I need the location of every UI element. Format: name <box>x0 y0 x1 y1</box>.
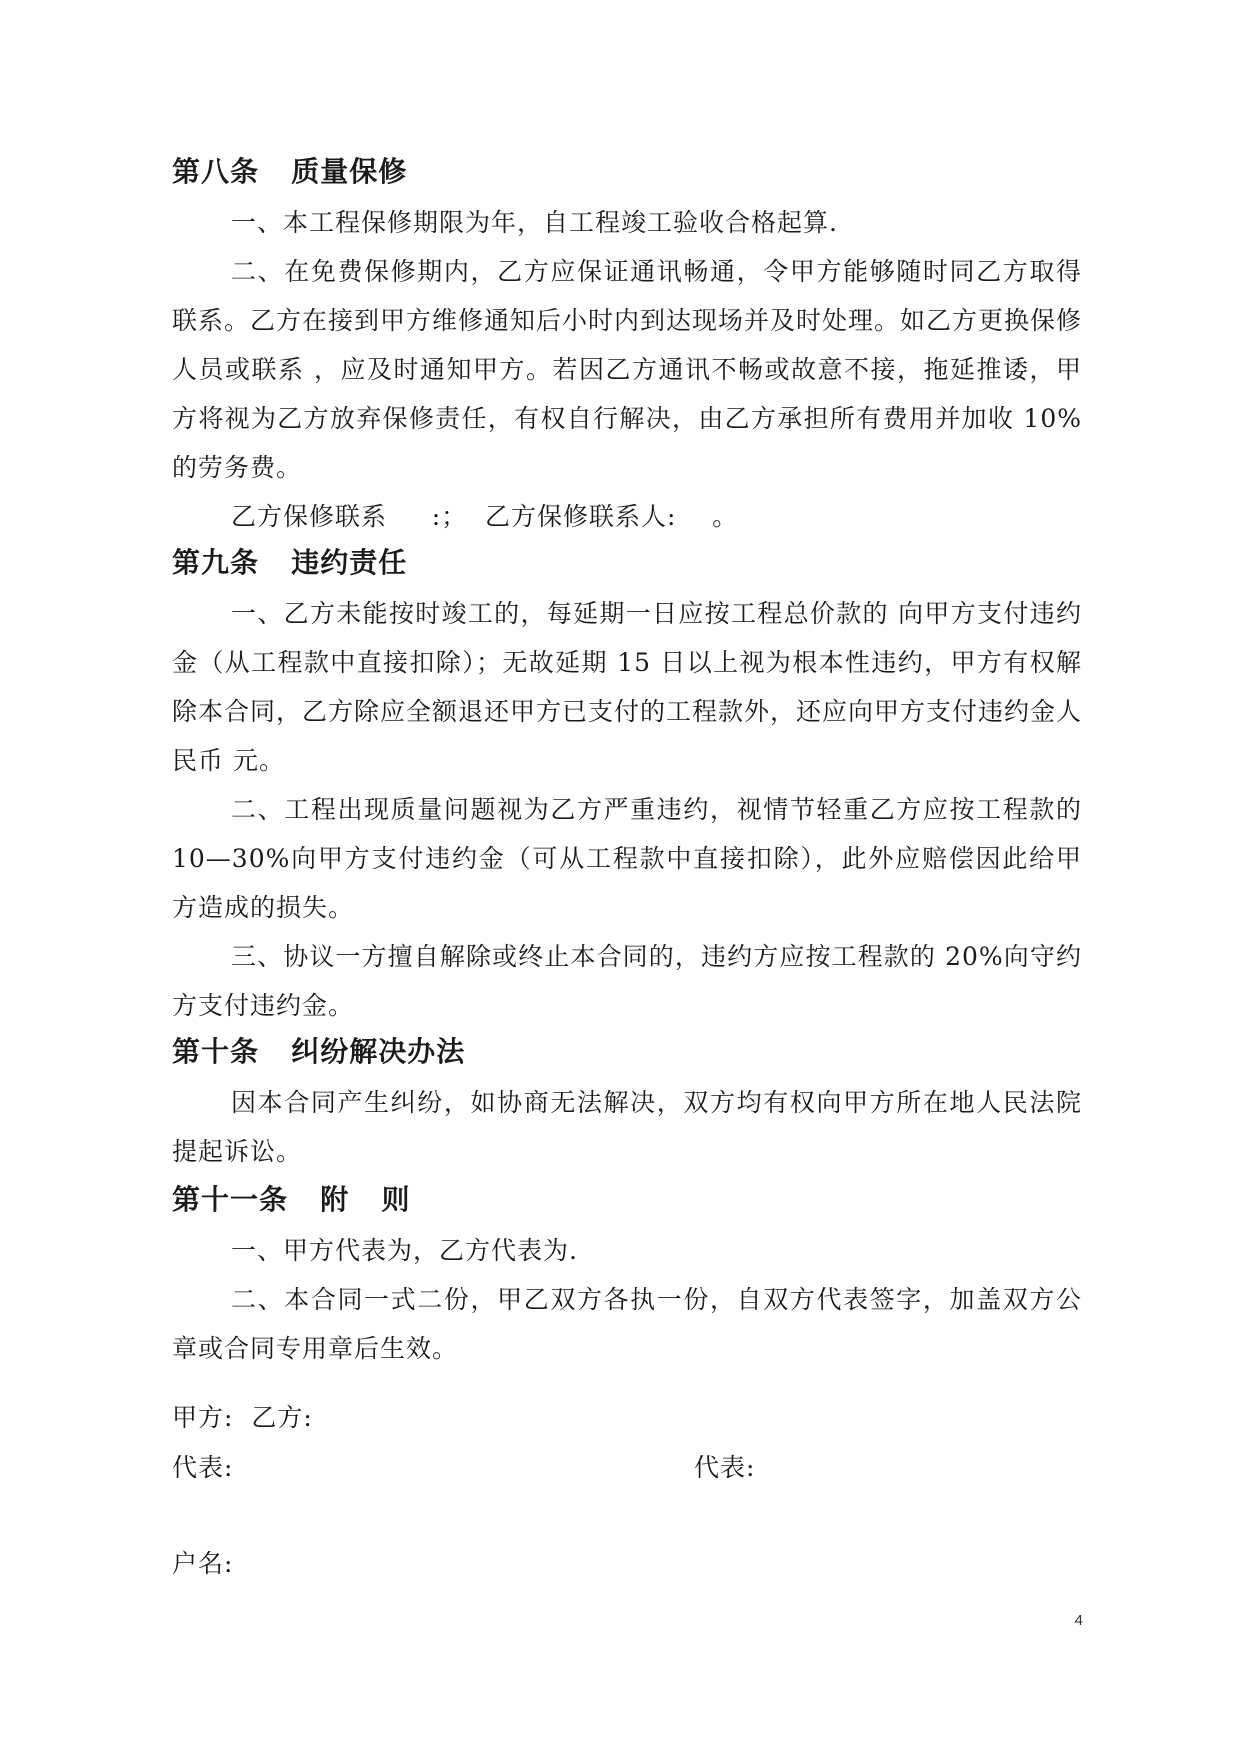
article-11-clause-1: 一、甲方代表为，乙方代表为. <box>231 1236 578 1265</box>
article-8-contact-line: 乙方保修联系 :； 乙方保修联系人: 。 <box>231 502 739 531</box>
article-9-clause-1: 一、乙方未能按时竣工的，每延期一日应按工程总价款的 向甲方支付违约金（从工程款中直接扣除）；无故延期 15 日以上视为根本性违约，甲方有权解除本合同，乙方除应全额退还甲方已支付的工程款外，还应向甲方支付违约金人民币 元。 <box>172 599 1083 775</box>
article-8-heading: 第八条 质量保修 <box>172 155 408 188</box>
page-number: 4 <box>1074 1612 1083 1629</box>
article-8-clause-2: 二、在免费保修期内，乙方应保证通讯畅通，令甲方能够随时同乙方取得联系。乙方在接到甲方维修通知后小时内到达现场并及时处理。如乙方更换保修人员或联系 ，应及时通知甲方。若因乙方通讯不畅或故意不接，拖延推诿，甲方将视为乙方放弃保修责任，有权自行解决，由乙方承担所有费用并加收 10%的劳务费。 <box>172 257 1083 482</box>
account-name-line: 户名: <box>172 1549 234 1578</box>
contract-body <box>172 152 1082 1373</box>
article-9-clause-2: 二、工程出现质量问题视为乙方严重违约，视情节轻重乙方应按工程款的 10—30%向甲方支付违约金（可从工程款中直接扣除），此外应赔偿因此给甲方造成的损失。 <box>172 795 1082 922</box>
article-11-heading: 第十一条 附 则 <box>172 1183 411 1216</box>
representative-right: 代表: <box>694 1453 756 1482</box>
article-10-heading: 第十条 纠纷解决办法 <box>172 1035 466 1068</box>
article-8-clause-1: 一、本工程保修期限为年，自工程竣工验收合格起算. <box>231 208 838 237</box>
parties-line: 甲方: 乙方: <box>172 1403 313 1432</box>
article-9-heading: 第九条 违约责任 <box>172 546 408 579</box>
article-11-clause-2: 二、本合同一式二份，甲乙双方各执一份，自双方代表签字，加盖双方公章或合同专用章后生效。 <box>172 1285 1082 1363</box>
article-10-clause-1: 因本合同产生纠纷，如协商无法解决，双方均有权向甲方所在地人民法院提起诉讼。 <box>172 1088 1082 1166</box>
article-9-clause-3: 三、协议一方擅自解除或终止本合同的，违约方应按工程款的 20%向守约方支付违约金。 <box>172 942 1082 1020</box>
representative-left: 代表: <box>172 1453 234 1482</box>
